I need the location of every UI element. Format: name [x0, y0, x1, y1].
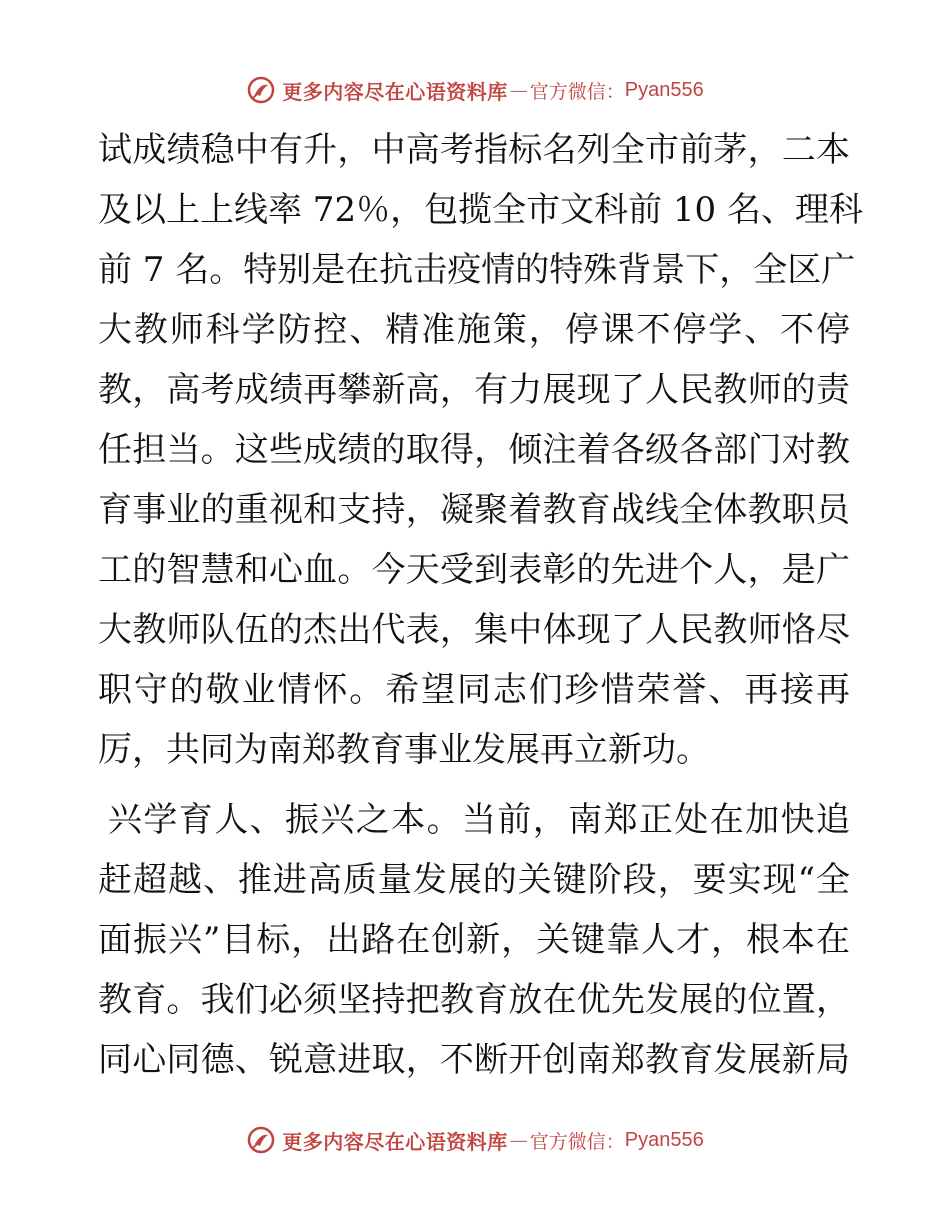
- footer-banner: [0, 1120, 950, 1160]
- wechat-label: 官方微信：: [529, 1130, 625, 1153]
- header-banner: [0, 70, 950, 110]
- document-body: [98, 120, 863, 1090]
- wechat-label: 官方微信：: [529, 80, 625, 103]
- text-line: 前 7 名。特别是在抗击疫情的特殊背景下，全区广: [98, 250, 856, 290]
- text-line: 同心同德、锐意进取，不断开创南郑教育发展新局: [98, 1040, 850, 1080]
- text-line: 赶超越、推进高质量发展的关键阶段，要实现“全: [98, 860, 850, 900]
- text-line: 大教师科学防控、精准施策，停课不停学、不停: [98, 310, 850, 350]
- paragraph-2: [98, 790, 850, 1090]
- text-line: 教育。我们必须坚持把教育放在优先发展的位置，: [98, 980, 850, 1020]
- text-line: 试成绩稳中有升，中高考指标名列全市前茅，二本: [98, 130, 850, 170]
- text-line: 工的智慧和心血。今天受到表彰的先进个人，是广: [98, 550, 850, 590]
- text-line: 大教师队伍的杰出代表，集中体现了人民教师恪尽: [98, 610, 850, 650]
- logo-icon: [246, 1125, 276, 1155]
- wechat-id: Pyan556: [624, 1128, 704, 1151]
- banner-separator: —: [509, 79, 528, 101]
- text-line: 育事业的重视和支持，凝聚着教育战线全体教职员: [98, 490, 850, 530]
- paragraph-gap: [98, 780, 850, 790]
- text-line: 任担当。这些成绩的取得，倾注着各级各部门对教: [98, 430, 850, 470]
- paragraph-1: [98, 120, 863, 780]
- text-line: 面振兴”目标，出路在创新，关键靠人才，根本在: [98, 920, 850, 960]
- banner-text: 更多内容尽在心语资料库: [282, 1129, 508, 1154]
- text-line: 教，高考成绩再攀新高，有力展现了人民教师的责: [98, 370, 850, 410]
- wechat-id: Pyan556: [624, 78, 704, 101]
- text-line: 及以上上线率 72％，包揽全市文科前 10 名、理科: [98, 190, 863, 230]
- text-line: 厉，共同为南郑教育事业发展再立新功。: [98, 730, 710, 770]
- banner-text: 更多内容尽在心语资料库: [282, 79, 508, 104]
- text-line: 职守的敬业情怀。希望同志们珍惜荣誉、再接再: [98, 670, 850, 710]
- logo-icon: [246, 75, 276, 105]
- text-line: 兴学育人、振兴之本。当前，南郑正处在加快追: [108, 800, 850, 840]
- banner-separator: —: [509, 1129, 528, 1151]
